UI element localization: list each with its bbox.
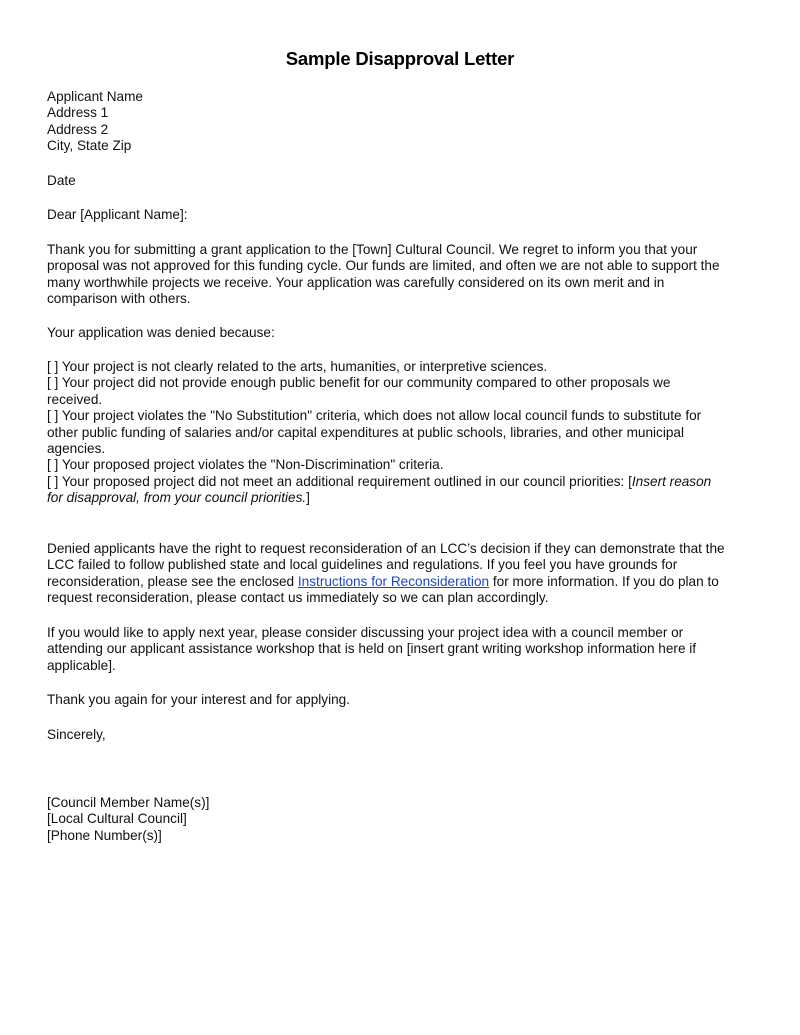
reason-non-discrimination: [ ] Your proposed project violates the "Non-Discrimination" criteria. — [47, 457, 444, 473]
intro-line: comparison with others. — [47, 291, 191, 307]
reason-placeholder-italic: Insert reason — [631, 473, 712, 489]
salutation — [47, 207, 767, 223]
closing-text: Sincerely, — [47, 727, 106, 742]
letter-date — [47, 173, 767, 189]
next-year-paragraph — [47, 625, 767, 674]
address-city-state-zip: City, State Zip — [47, 138, 132, 154]
local-cultural-council: [Local Cultural Council] — [47, 811, 187, 827]
reconsider-line: LCC failed to follow published state and local guidelines and regulations. If you feel you have grounds for — [47, 557, 678, 573]
denial-reasons-list — [47, 359, 767, 507]
reconsider-line-pre: reconsideration, please see the enclosed — [47, 573, 298, 589]
instructions-for-reconsideration-link[interactable]: Instructions for Reconsideration — [297, 573, 490, 589]
intro-line: Thank you for submitting a grant application to the [Town] Cultural Council. We regret to inform you that your — [47, 242, 698, 257]
reconsider-line — [47, 574, 767, 590]
next-year-line: applicable]. — [47, 657, 116, 673]
signature-block — [47, 795, 767, 844]
reason-placeholder-italic: for disapproval, from your council priorities. — [47, 490, 307, 506]
reason-public-benefit-cont: received. — [47, 391, 103, 407]
applicant-address-block — [47, 89, 767, 155]
salutation-text: Dear [Applicant Name]: — [47, 207, 188, 222]
address-line-1: Address 1 — [47, 105, 109, 121]
letter-title — [0, 47, 800, 71]
denied-heading-text: Your application was denied because: — [47, 325, 275, 340]
reason-close-bracket: ] — [306, 490, 310, 506]
address-line-2: Address 2 — [47, 121, 109, 137]
reconsider-line: request reconsideration, please contact us immediately so we can plan accordingly. — [47, 590, 549, 606]
council-member-name: [Council Member Name(s)] — [47, 795, 210, 810]
reason-council-priority-text: [ ] Your proposed project did not meet an additional requirement outlined in our council priorities: [ — [47, 473, 632, 489]
reason-council-priority-cont — [47, 490, 767, 506]
title-text: Sample Disapproval Letter — [285, 48, 515, 69]
reason-not-arts: [ ] Your project is not clearly related to the arts, humanities, or interpretive sciences. — [47, 359, 548, 374]
reason-public-benefit: [ ] Your project did not provide enough public benefit for our community compared to other proposals we — [47, 375, 671, 391]
applicant-name: Applicant Name — [47, 89, 143, 104]
reason-no-substitution-cont: agencies. — [47, 441, 106, 457]
thanks-text: Thank you again for your interest and for applying. — [47, 692, 351, 707]
closing — [47, 727, 767, 743]
reconsider-line-post: for more information. If you do plan to — [489, 573, 719, 589]
reason-no-substitution-cont: other public funding of salaries and/or capital expenditures at public schools, libraries, and other municipal — [47, 424, 685, 440]
reconsideration-paragraph — [47, 541, 767, 607]
reason-no-substitution: [ ] Your project violates the "No Substitution" criteria, which does not allow local council funds to substitute for — [47, 408, 702, 424]
next-year-line: If you would like to apply next year, please consider discussing your project idea with a council member or — [47, 625, 684, 640]
reconsider-line: Denied applicants have the right to request reconsideration of an LCC’s decision if they can demonstrate that the — [47, 541, 725, 556]
thanks-paragraph — [47, 692, 767, 708]
intro-paragraph — [47, 242, 767, 308]
denied-heading — [47, 325, 767, 341]
date-text: Date — [47, 173, 76, 188]
phone-numbers: [Phone Number(s)] — [47, 827, 162, 843]
intro-line: many worthwhile projects we receive. Your application was carefully considered on its own merit and in — [47, 274, 665, 290]
intro-line: proposal was not approved for this funding cycle. Our funds are limited, and often we are not able to support the — [47, 258, 720, 274]
reason-council-priority — [47, 474, 767, 490]
next-year-line: attending our applicant assistance workshop that is held on [insert grant writing workshop information here if — [47, 641, 697, 657]
